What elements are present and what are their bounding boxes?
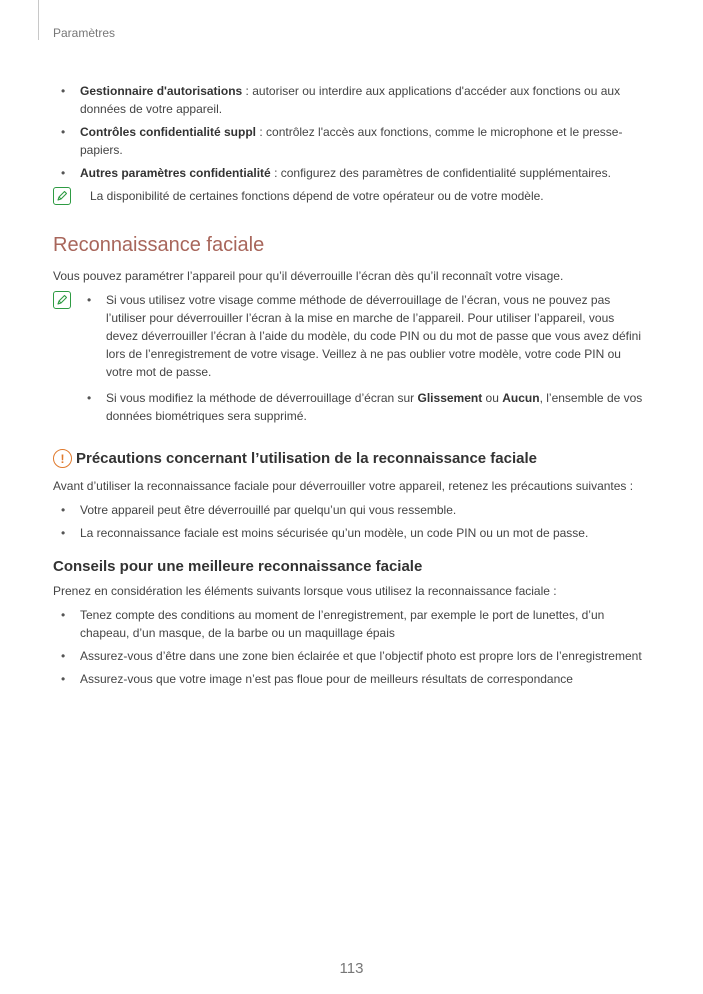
list-item: • La reconnaissance faciale est moins sécurisée qu’un modèle, un code PIN ou un mot de passe. [53,524,653,542]
list-item-text: , l’ensemble de vos données biométriques sera supprimé. [106,391,643,423]
option-aucun: Aucun [502,391,540,405]
list-item [53,82,653,118]
list-item [53,164,653,182]
list-item: • Assurez-vous que votre image n’est pas floue pour de meilleurs résultats de correspondance [53,670,653,688]
list-item-text: ou [482,391,503,405]
privacy-settings-list [53,82,653,182]
section-title-face-recognition: Reconnaissance faciale [53,234,265,256]
precautions-list [53,501,653,542]
tips-list [53,606,653,688]
list-item-term: Autres paramètres confidentialité [80,166,271,180]
page-content [53,82,653,693]
precautions-title [53,449,653,468]
list-item [79,389,649,425]
header-divider [38,0,39,40]
list-item-text: Si vous modifiez la méthode de déverrouillage d’écran sur [106,391,418,405]
note-pencil-icon [53,187,71,205]
list-item-text: : autoriser ou interdire aux applications d'accéder aux fonctions ou aux données de votre appareil. [80,84,621,116]
list-item [53,123,653,159]
note-pencil-icon [53,291,71,309]
tips-title: Conseils pour une meilleure reconnaissance faciale [53,558,423,575]
warning-icon: ! [53,449,72,468]
list-item-text: Si vous utilisez votre visage comme méthode de déverrouillage de l’écran, vous ne pouvez pas l’utiliser pour déverrouiller l’écran à la mise en marche de l’appareil. Pour utiliser l’appareil, vous devez déverrouiller l’écran à l’aide du modèle, du code PIN ou du mot de passe que vous avez défini lors de l’enregistrement de votre visage. Veillez à ne pas oublier votre modèle, votre code PIN ou votre mot de passe. [106,293,641,379]
page-number: 113 [339,960,364,977]
list-item-text: : configurez des paramètres de confidentialité supplémentaires. [270,166,611,180]
availability-note [53,187,653,205]
list-item-term: Contrôles confidentialité suppl [80,125,257,139]
note-text: La disponibilité de certaines fonctions dépend de votre opérateur ou de votre modèle. [90,189,544,203]
list-item: • Votre appareil peut être déverrouillé par quelqu’un qui vous ressemble. [53,501,653,519]
list-item: • Assurez-vous d’être dans une zone bien éclairée et que l’objectif photo est propre lors de l’enregistrement [53,647,653,665]
face-note-list [79,291,649,430]
list-item-text: : contrôlez l'accès aux fonctions, comme le microphone et le presse-papiers. [80,125,623,157]
header-section-title: Paramètres [53,26,116,40]
face-intro: Vous pouvez paramétrer l’appareil pour qu’il déverrouille l’écran dès qu’il reconnaît votre visage. [53,269,564,283]
list-item: • Tenez compte des conditions au moment de l’enregistrement, par exemple le port de lunettes, d’un chapeau, d’un masque, de la barbe ou un maquillage épais [53,606,653,642]
tips-intro: Prenez en considération les éléments suivants lorsque vous utilisez la reconnaissance faciale : [53,584,557,598]
option-glissement: Glissement [417,391,483,405]
list-item [79,291,649,381]
list-item-term: Gestionnaire d'autorisations [80,84,243,98]
precautions-intro: Avant d’utiliser la reconnaissance faciale pour déverrouiller votre appareil, retenez les précautions suivantes : [53,479,634,493]
precautions-title-text: Précautions concernant l’utilisation de la reconnaissance faciale [76,450,537,467]
face-note [53,291,653,430]
